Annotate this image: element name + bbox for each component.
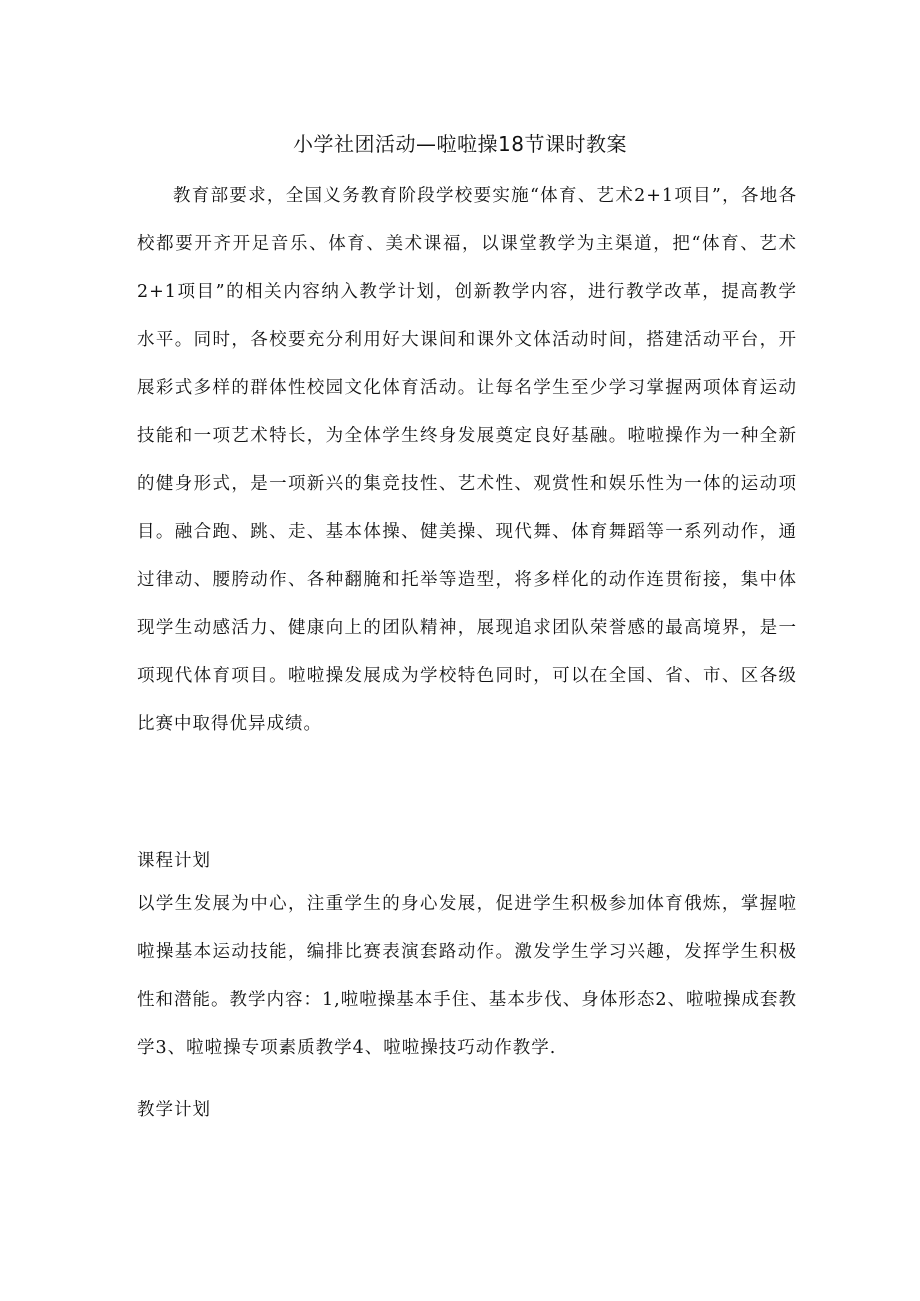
- course-plan-paragraph: 以学生发展为中心，注重学生的身心发展，促进学生积极参加体育俄炼，掌握啦啦操基本运动技能，编排比赛表演套路动作。激发学生学习兴趣，发挥学生积极性和潜能。教学内容：1,啦啦操基本手住、基本步伐、身体形态2、啦啦操成套教学3、啦啦操专项素质教学4、啦啦操技巧动作教学.: [137, 894, 797, 1058]
- course-plan-heading: 课程计划: [137, 851, 211, 871]
- intro-paragraph: 教育部要求，全国义务教育阶段学校要实施“体育、艺术2+1项目”，各地各校都要开齐开足音乐、体育、美术课福，以课堂教学为主渠道，把“体育、艺术2+1项目”的相关内容纳入教学计划，创新教学内容，进行教学改革，提高教学水平。同时，各校要充分利用好大课间和课外文体活动时间，搭建活动平台，开展彩式多样的群体性校园文化体育活动。让每名学生至少学习掌握两项体育运动技能和一项艺术特长，为全体学生终身发展奠定良好基融。啦啦操作为一种全新的健身形式，是一项新兴的集竞技性、艺术性、观赏性和娱乐性为一体的运动项目。融合跑、跳、走、基本体操、健美操、现代舞、体育舞蹈等一系列动作，通过律动、腰胯动作、各种翻腌和托举等造型，将多样化的动作连贯衔接，集中体现学生动感活力、健康向上的团队精神，展现追求团队荣誉感的最高境界，是一项现代体育项目。啦啦操发展成为学校特色同时，可以在全国、省、市、区各级比赛中取得优异成绩。: [137, 186, 797, 734]
- teaching-plan-heading: 教学计划: [137, 1100, 211, 1120]
- document-title: 小学社团活动—啦啦操18节课时教案: [293, 132, 627, 156]
